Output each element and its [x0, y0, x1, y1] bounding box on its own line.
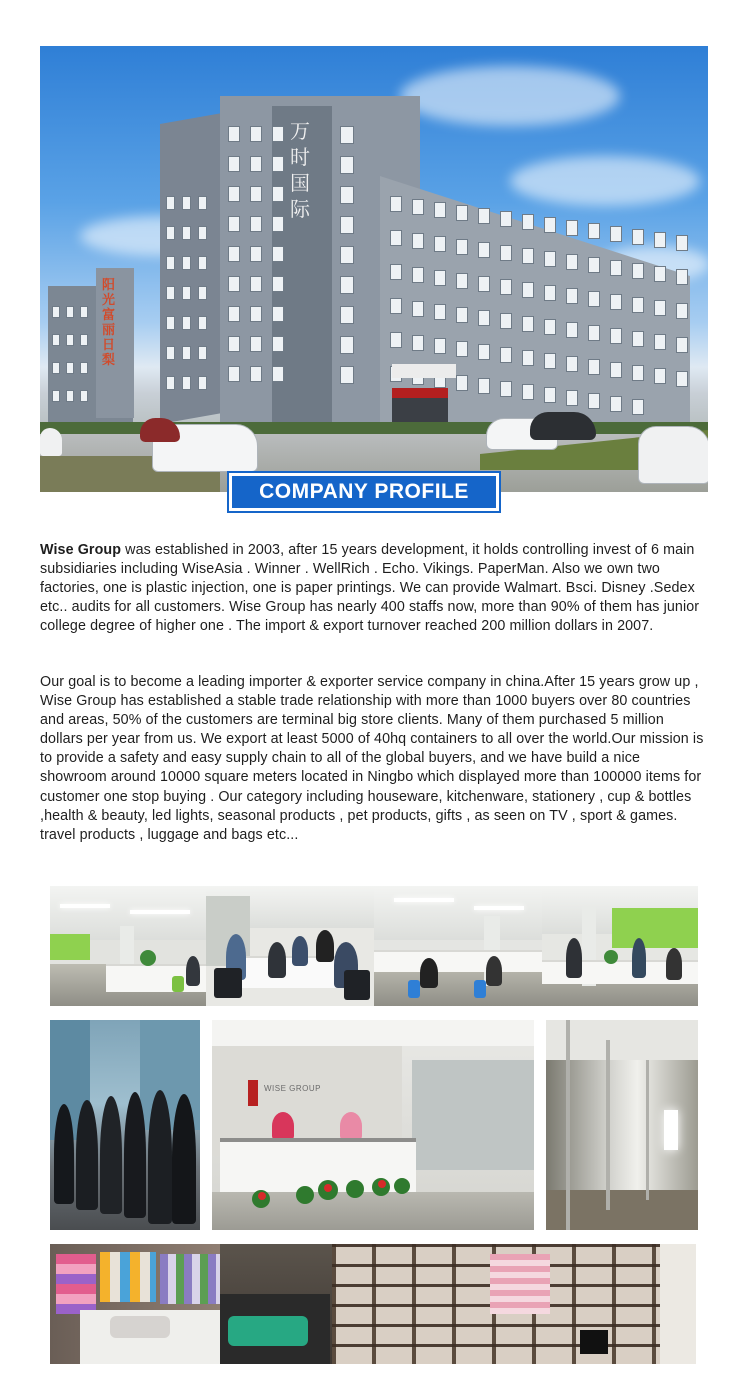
building-window	[566, 220, 578, 236]
building-window	[198, 346, 207, 360]
building-window	[250, 126, 262, 142]
building-window	[500, 313, 512, 329]
building-window	[676, 337, 688, 353]
building-window	[500, 245, 512, 261]
office-photo-3	[542, 886, 698, 1006]
building-window	[544, 217, 556, 233]
building-window	[478, 208, 490, 224]
building-window	[588, 393, 600, 409]
building-window	[182, 286, 191, 300]
building-window	[272, 306, 284, 322]
building-window	[166, 316, 175, 330]
building-window	[456, 239, 468, 255]
building-window	[66, 362, 74, 374]
building-window	[250, 186, 262, 202]
building-window	[272, 126, 284, 142]
building-window	[588, 359, 600, 375]
building-window	[456, 375, 468, 391]
building-window	[610, 362, 622, 378]
building-window	[610, 328, 622, 344]
building-window	[456, 273, 468, 289]
building-window	[478, 310, 490, 326]
building-window	[166, 346, 175, 360]
entrance-canopy	[392, 364, 456, 378]
building-window	[434, 338, 446, 354]
building-window	[80, 306, 88, 318]
banner-title: COMPANY PROFILE	[259, 480, 469, 503]
corridor-photo	[546, 1020, 698, 1230]
building-window	[412, 233, 424, 249]
building-window	[340, 186, 354, 204]
building-window	[182, 316, 191, 330]
building-window	[250, 156, 262, 172]
building-window	[228, 156, 240, 172]
building-window	[412, 301, 424, 317]
building-window	[610, 260, 622, 276]
building-window	[478, 344, 490, 360]
building-window	[434, 236, 446, 252]
building-window	[632, 331, 644, 347]
building-window	[228, 246, 240, 262]
building-window	[544, 353, 556, 369]
building-window	[228, 366, 240, 382]
building-window	[390, 264, 402, 280]
building-window	[632, 229, 644, 245]
building-window	[166, 286, 175, 300]
building-window	[522, 248, 534, 264]
building-window	[198, 286, 207, 300]
showroom-photo	[50, 1244, 696, 1364]
building-window	[272, 276, 284, 292]
building-window	[544, 319, 556, 335]
building-window	[340, 246, 354, 264]
team-photo	[50, 1020, 200, 1230]
building-window	[66, 334, 74, 346]
building-window	[340, 156, 354, 174]
profile-paragraph-1-text: was established in 2003, after 15 years development, it holds controlling invest of 6 main subsidiaries including WiseAsia . Winner . WellRich . Echo. Vikings. PaperMan. Also we own two factories, one is plastic injection, one is paper printings. We can provide Walmart. Bsci. Disney .Sedex etc.. audits for all customers. Wise Group has nearly 400 staffs now, more than 90% of them has junior college degree of higher one . The import & export turnover reached 200 million dollars in 2007.	[40, 542, 700, 635]
building-window	[250, 306, 262, 322]
building-window	[182, 346, 191, 360]
brand-name: Wise Group	[40, 542, 122, 558]
building-window	[544, 285, 556, 301]
company-building-photo	[40, 46, 708, 492]
vertical-sign-right: 万时国际	[290, 119, 310, 221]
building-window	[632, 297, 644, 313]
building-window	[80, 334, 88, 346]
building-window	[66, 390, 74, 402]
building-window	[272, 156, 284, 172]
building-window	[250, 366, 262, 382]
building-window	[456, 205, 468, 221]
building-window	[610, 396, 622, 412]
building-window	[182, 256, 191, 270]
building-window	[340, 216, 354, 234]
building-window	[52, 362, 60, 374]
wise-group-logo-text: WISE GROUP	[264, 1084, 322, 1093]
building-window	[566, 390, 578, 406]
building-window	[522, 214, 534, 230]
building-window	[166, 196, 175, 210]
building-window	[456, 307, 468, 323]
building-window	[250, 216, 262, 232]
building-window	[588, 325, 600, 341]
building-window	[588, 291, 600, 307]
building-window	[566, 254, 578, 270]
building-window	[654, 300, 666, 316]
building-window	[434, 304, 446, 320]
building-window	[566, 288, 578, 304]
building-window	[390, 332, 402, 348]
company-profile-banner	[229, 473, 499, 511]
building-window	[390, 230, 402, 246]
reception-photo	[212, 1020, 534, 1230]
building-window	[412, 267, 424, 283]
building-window	[456, 341, 468, 357]
building-window	[390, 196, 402, 212]
building-window	[522, 384, 534, 400]
building-window	[182, 196, 191, 210]
building-window	[340, 336, 354, 354]
building-window	[272, 186, 284, 202]
building-window	[434, 270, 446, 286]
building-window	[52, 334, 60, 346]
building-window	[182, 226, 191, 240]
building-window	[272, 246, 284, 262]
building-window	[412, 199, 424, 215]
building-window	[340, 276, 354, 294]
building-window	[500, 279, 512, 295]
office-photo-2	[374, 886, 542, 1006]
building-window	[66, 306, 74, 318]
building-window	[166, 376, 175, 390]
building-window	[228, 126, 240, 142]
building-window	[198, 196, 207, 210]
building-window	[500, 381, 512, 397]
building-window	[182, 376, 191, 390]
building-window	[588, 223, 600, 239]
building-window	[228, 306, 240, 322]
building-window	[544, 387, 556, 403]
building-window	[434, 202, 446, 218]
building-window	[80, 362, 88, 374]
building-window	[340, 366, 354, 384]
building-window	[566, 356, 578, 372]
building-window	[478, 276, 490, 292]
building-window	[250, 276, 262, 292]
building-window	[500, 211, 512, 227]
building-window	[654, 266, 666, 282]
meeting-photo	[206, 886, 374, 1006]
wise-group-logo-mark	[248, 1080, 258, 1106]
building-window	[228, 186, 240, 202]
building-window	[588, 257, 600, 273]
building-window	[198, 376, 207, 390]
building-window	[610, 226, 622, 242]
building-window	[228, 336, 240, 352]
building-window	[654, 368, 666, 384]
building-window	[198, 316, 207, 330]
building-window	[610, 294, 622, 310]
building-window	[522, 350, 534, 366]
building-window	[340, 306, 354, 324]
building-window	[632, 399, 644, 415]
profile-paragraph-1	[40, 541, 710, 636]
building-window	[676, 269, 688, 285]
building-window	[522, 316, 534, 332]
building-window	[632, 365, 644, 381]
building-window	[198, 226, 207, 240]
profile-paragraph-2: Our goal is to become a leading importer & exporter service company in china.After 15 years grow up , Wise Group has established a stable trade relationship with more than 1000 buyers over 80 countries and areas, 50% of the customers are terminal big store clients. Many of them purchased 5 million dollars per year from us. We export at least 5000 of 40hq containers to all over the world.Our mission is to provide a safety and easy supply chain to all of the global buyers, and we have build a nice showroom around 10000 square meters located in Ningbo which displayed more than 100000 items for customer one stop buying . Our category including houseware, kitchenware, stationery , cup & bottles ,health & beauty, led lights, seasonal products , pet products, gifts , as seen on TV , sport & games. travel products , luggage and bags etc...	[40, 674, 704, 843]
building-window	[676, 235, 688, 251]
building-window	[228, 216, 240, 232]
building-window	[272, 336, 284, 352]
building-window	[632, 263, 644, 279]
building-window	[166, 226, 175, 240]
building-window	[272, 366, 284, 382]
building-window	[250, 246, 262, 262]
building-window	[676, 303, 688, 319]
building-window	[390, 298, 402, 314]
building-window	[654, 232, 666, 248]
building-window	[250, 336, 262, 352]
building-window	[228, 276, 240, 292]
building-window	[198, 256, 207, 270]
building-window	[272, 216, 284, 232]
vertical-sign-left: 阳光富丽日梨	[102, 278, 116, 368]
building-window	[676, 371, 688, 387]
office-photo-1	[50, 886, 206, 1006]
building-window	[566, 322, 578, 338]
building-window	[80, 390, 88, 402]
building-window	[544, 251, 556, 267]
building-window	[166, 256, 175, 270]
building-window	[52, 390, 60, 402]
building-window	[478, 242, 490, 258]
building-window	[340, 126, 354, 144]
building-window	[412, 335, 424, 351]
building-window	[654, 334, 666, 350]
building-window	[500, 347, 512, 363]
building-window	[52, 306, 60, 318]
building-window	[478, 378, 490, 394]
building-window	[522, 282, 534, 298]
